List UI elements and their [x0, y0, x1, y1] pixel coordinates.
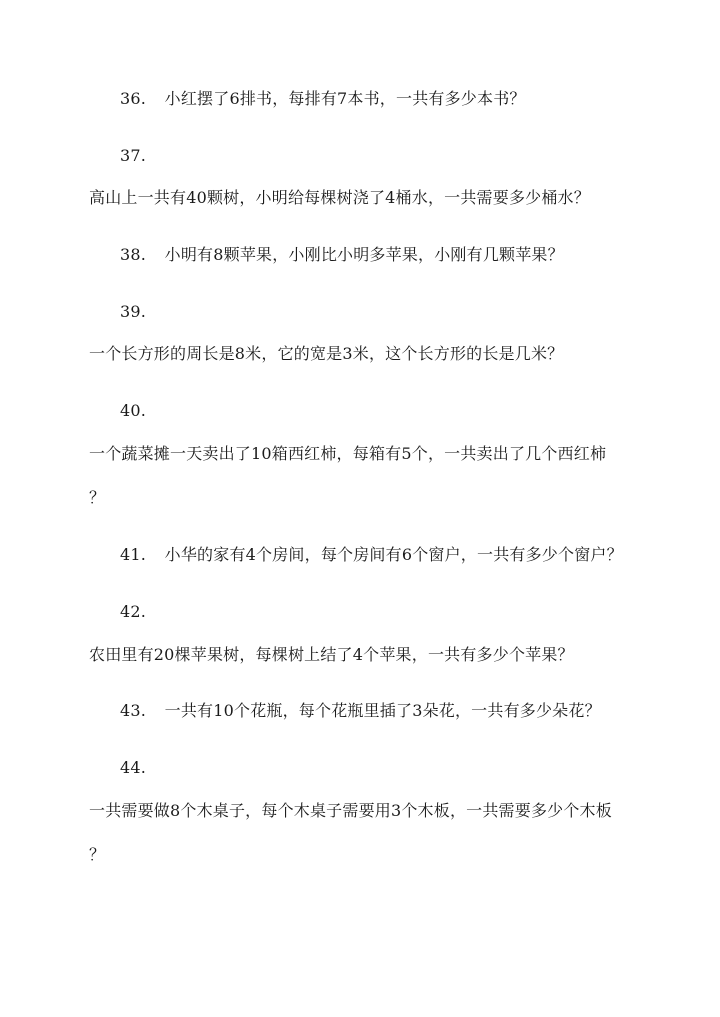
- problem-44-text-line-1: 一共需要做8个木桌子，每个木桌子需要用3个木板，一共需要多少个木板: [89, 801, 612, 820]
- problem-number: 38.: [120, 245, 147, 264]
- problem-43: [120, 701, 601, 721]
- problem-44-number: 44.: [120, 758, 147, 777]
- problem-37-text: 高山上一共有40颗树，小明给每棵树浇了4桶水，一共需要多少桶水？: [89, 188, 590, 207]
- problem-number: 43.: [120, 701, 147, 720]
- problem-text: 小华的家有4个房间，每个房间有6个窗户，一共有多少个窗户？: [164, 545, 623, 564]
- problem-36: [120, 89, 526, 109]
- problem-number: 36.: [120, 89, 147, 108]
- problem-41: [120, 545, 623, 565]
- problem-text: 小明有8颗苹果，小刚比小明多苹果，小刚有几颗苹果？: [164, 245, 564, 264]
- problem-37-number: 37.: [120, 146, 147, 165]
- problem-39-number: 39.: [120, 302, 147, 321]
- problem-text: 小红摆了6排书，每排有7本书，一共有多少本书？: [164, 89, 526, 108]
- problem-40-text-line-2: ？: [89, 488, 106, 507]
- problem-42-text: 农田里有20棵苹果树，每棵树上结了4个苹果，一共有多少个苹果？: [89, 645, 574, 664]
- problem-number: 41.: [120, 545, 147, 564]
- problem-39-text: 一个长方形的周长是8米，它的宽是3米，这个长方形的长是几米？: [89, 344, 564, 363]
- problem-text: 一共有10个花瓶，每个花瓶里插了3朵花，一共有多少朵花？: [164, 701, 601, 720]
- problem-44-text-line-2: ？: [89, 845, 106, 864]
- problem-42-number: 42.: [120, 602, 147, 621]
- problem-38: [120, 245, 564, 265]
- problem-40-number: 40.: [120, 401, 147, 420]
- problem-40-text-line-1: 一个蔬菜摊一天卖出了10箱西红柿，每箱有5个，一共卖出了几个西红柿: [89, 444, 607, 463]
